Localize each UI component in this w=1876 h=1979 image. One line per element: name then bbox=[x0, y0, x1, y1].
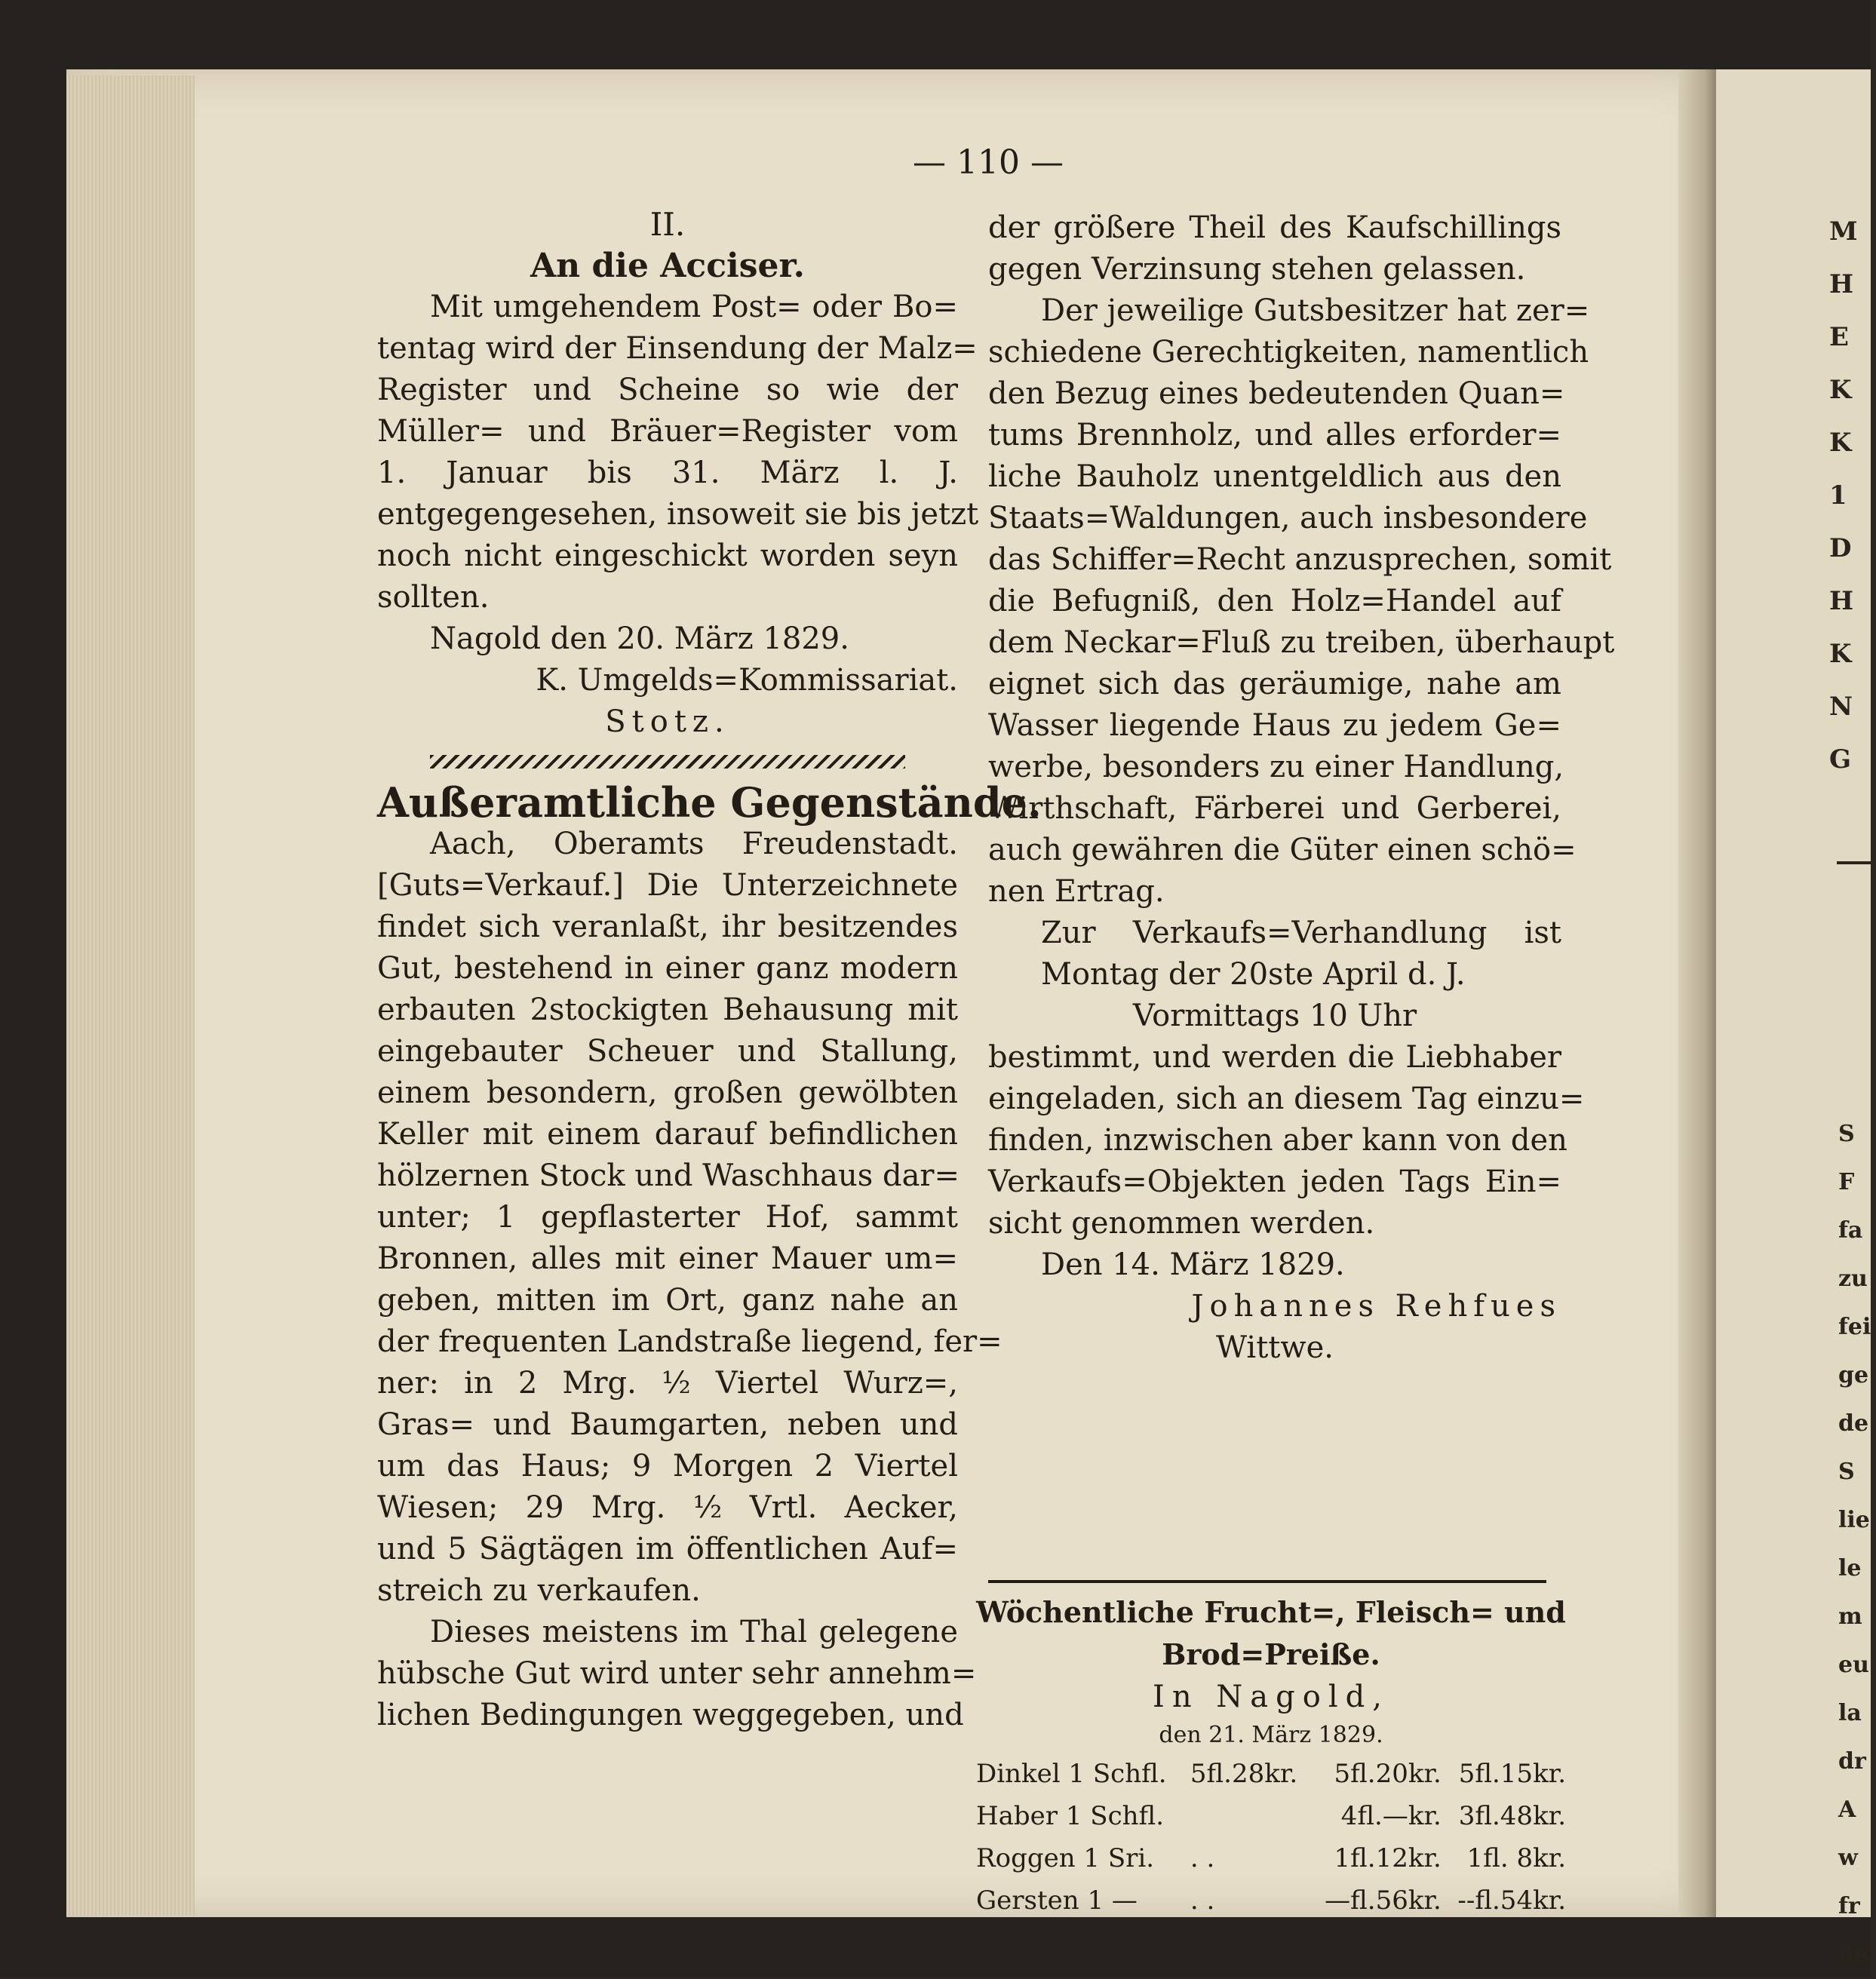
sale-time-line: Vormittags 10 Uhr bbox=[1132, 999, 1417, 1033]
book-gutter bbox=[1678, 69, 1716, 1917]
table-row bbox=[973, 1753, 1569, 1795]
table-cell: 5fl.28kr. bbox=[1190, 1759, 1298, 1789]
fragment-letter: eu bbox=[1838, 1652, 1869, 1678]
fragment-letter: fa bbox=[1838, 1217, 1863, 1244]
fragment-letter: S bbox=[1838, 1121, 1855, 1147]
text-line: das Schiffer=Recht anzusprechen, somit bbox=[988, 542, 1612, 577]
table-cell: 1fl.12kr. bbox=[1334, 1843, 1442, 1873]
page-number: — 110 — bbox=[913, 143, 1064, 182]
fragment-letter: de bbox=[1838, 1410, 1869, 1437]
text-line: Wasser liegende Haus zu jedem Ge= bbox=[988, 708, 1561, 743]
sale-date-line: Montag der 20ste April d. J. bbox=[1041, 957, 1466, 992]
signer-name: Stotz. bbox=[605, 704, 730, 739]
fragment-letter: H bbox=[1829, 586, 1854, 616]
table-cell: Haber 1 Schfl. bbox=[976, 1801, 1165, 1831]
fragment-letter: K bbox=[1829, 428, 1852, 458]
prices-date: den 21. März 1829. bbox=[1159, 1722, 1383, 1748]
ad-line: Keller mit einem darauf befindlichen bbox=[377, 1117, 958, 1152]
fragment-letter: G bbox=[1829, 744, 1852, 775]
ad-line: der frequenten Landstraße liegend, fer= bbox=[377, 1324, 1002, 1359]
text-line: bestimmt, und werden die Liebhaber bbox=[988, 1040, 1561, 1075]
notice-line: sollten. bbox=[377, 580, 490, 615]
ad-line: lichen Bedingungen weggegeben, und bbox=[377, 1698, 964, 1732]
text-line: Verkaufs=Objekten jeden Tags Ein= bbox=[988, 1164, 1561, 1199]
ad-line: Bronnen, alles mit einer Mauer um= bbox=[377, 1241, 958, 1276]
table-cell: 4fl.—kr. bbox=[1340, 1801, 1442, 1831]
ad-line: Wiesen; 29 Mrg. ½ Vrtl. Aecker, bbox=[377, 1490, 958, 1525]
left-column bbox=[377, 204, 1042, 1736]
table-cell: 5fl.20kr. bbox=[1334, 1759, 1442, 1789]
fragment-letter: fr bbox=[1838, 1893, 1860, 1919]
text-line: nen Ertrag. bbox=[988, 874, 1165, 909]
prices-section bbox=[973, 1591, 1569, 1922]
table-cell: Dinkel 1 Schfl. bbox=[976, 1759, 1167, 1789]
section-number: II. bbox=[649, 206, 686, 243]
ad-line: ner: in 2 Mrg. ½ Viertel Wurz=, bbox=[377, 1366, 958, 1401]
text-line: werbe, besonders zu einer Handlung, bbox=[988, 750, 1564, 784]
ad-line: und 5 Sägtägen im öffentlichen Auf= bbox=[377, 1532, 958, 1566]
ad-line: [Guts=Verkauf.] Die Unterzeichnete bbox=[377, 868, 958, 903]
text-line: der größere Theil des Kaufschillings bbox=[988, 210, 1561, 245]
text-line: eingeladen, sich an diesem Tag einzu= bbox=[988, 1082, 1585, 1116]
fragment-letter: fei bbox=[1838, 1314, 1871, 1340]
horizontal-rule bbox=[988, 1580, 1546, 1583]
table-cell: Gersten 1 — bbox=[976, 1885, 1138, 1916]
fragment-letter: K bbox=[1829, 375, 1852, 405]
prices-title-2: Brod=Preiße. bbox=[1162, 1637, 1380, 1671]
next-page-dash bbox=[1837, 861, 1871, 864]
ad-line: geben, mitten im Ort, ganz nahe an bbox=[377, 1283, 958, 1318]
prices-table bbox=[973, 1753, 1569, 1922]
prices-place: In Nagold, bbox=[1153, 1680, 1389, 1714]
ad-line: streich zu verkaufen. bbox=[377, 1573, 701, 1608]
fragment-letter: zu bbox=[1838, 1266, 1868, 1292]
fragment-letter: D bbox=[1829, 533, 1852, 563]
notice-line: Register und Scheine so wie der bbox=[377, 373, 958, 407]
text-line: Wirthschaft, Färberei und Gerberei, bbox=[988, 791, 1561, 826]
text-line: Der jeweilige Gutsbesitzer hat zer= bbox=[1041, 293, 1590, 328]
fragment-letter: A bbox=[1838, 1796, 1856, 1823]
notice-line: tentag wird der Einsendung der Malz= bbox=[377, 331, 978, 366]
table-cell: 5fl.15kr. bbox=[1458, 1759, 1566, 1789]
fragment-letter: H bbox=[1829, 269, 1854, 299]
text-line: eignet sich das geräumige, nahe am bbox=[988, 667, 1561, 701]
text-line: die Befugniß, den Holz=Handel auf bbox=[988, 584, 1561, 618]
wavy-divider bbox=[430, 755, 905, 769]
table-cell bbox=[1187, 1795, 1311, 1837]
ad-line: um das Haus; 9 Morgen 2 Viertel bbox=[377, 1449, 958, 1483]
section-title: An die Acciser. bbox=[530, 247, 805, 285]
table-cell: . . bbox=[1190, 1843, 1215, 1873]
notice-line: noch nicht eingeschickt worden seyn bbox=[377, 538, 958, 573]
ad-line: findet sich veranlaßt, ihr besitzendes bbox=[377, 910, 958, 944]
office-name: K. Umgelds=Kommissariat. bbox=[536, 663, 958, 698]
signer-title: Wittwe. bbox=[1216, 1330, 1334, 1365]
signer-name: Johannes Rehfues bbox=[1191, 1289, 1561, 1324]
table-row bbox=[973, 1795, 1569, 1837]
table-cell: 3fl.48kr. bbox=[1458, 1801, 1566, 1831]
fragment-letter: dr bbox=[1838, 1748, 1866, 1775]
table-cell: . . bbox=[1190, 1885, 1215, 1916]
fragment-letter: 1 bbox=[1829, 480, 1847, 511]
fragment-letter: de bbox=[1838, 1941, 1869, 1968]
fragment-letter: la bbox=[1838, 1700, 1862, 1726]
text-line: schiedene Gerechtigkeiten, namentlich bbox=[988, 335, 1589, 370]
text-line: Staats=Waldungen, auch insbesondere bbox=[988, 501, 1588, 535]
ad-line: Gut, bestehend in einer ganz modern bbox=[377, 951, 958, 986]
table-cell: —fl.56kr. bbox=[1325, 1885, 1442, 1916]
text-line: dem Neckar=Fluß zu treiben, überhaupt bbox=[988, 625, 1615, 660]
page-edges bbox=[66, 75, 195, 1916]
notice-line: Müller= und Bräuer=Register vom bbox=[377, 414, 958, 449]
ad-line: hübsche Gut wird unter sehr annehm= bbox=[377, 1656, 977, 1691]
ad-line: unter; 1 gepflasterter Hof, sammt bbox=[377, 1200, 958, 1235]
fragment-letter: N bbox=[1829, 692, 1853, 722]
text-line: tums Brennholz, und alles erforder= bbox=[988, 418, 1561, 453]
text-line: sicht genommen werden. bbox=[988, 1206, 1375, 1241]
table-row bbox=[973, 1879, 1569, 1922]
text-line: gegen Verzinsung stehen gelassen. bbox=[988, 252, 1526, 287]
ad-line: Aach, Oberamts Freudenstadt. bbox=[430, 827, 958, 861]
ad-line: Gras= und Baumgarten, neben und bbox=[377, 1407, 958, 1442]
fragment-letter: le bbox=[1838, 1555, 1862, 1582]
fragment-letter: F bbox=[1838, 1169, 1855, 1195]
sale-line: Zur Verkaufs=Verhandlung ist bbox=[1041, 916, 1561, 950]
section-heading: Außeramtliche Gegenstände. bbox=[377, 778, 1042, 827]
notice-line: entgegengesehen, insoweit sie bis jetzt bbox=[377, 497, 979, 532]
fragment-letter: M bbox=[1829, 216, 1858, 247]
ad-date: Den 14. März 1829. bbox=[1041, 1247, 1345, 1282]
table-cell: 1fl. 8kr. bbox=[1466, 1843, 1566, 1873]
next-page-fragment bbox=[1716, 69, 1871, 1968]
text-line: den Bezug eines bedeutenden Quan= bbox=[988, 376, 1565, 411]
fragment-letter: S bbox=[1838, 1459, 1855, 1485]
ad-line: eingebauter Scheuer und Stallung, bbox=[377, 1034, 958, 1069]
text-line: liche Bauholz unentgeldlich aus den bbox=[988, 459, 1561, 494]
text-line: finden, inzwischen aber kann von den bbox=[988, 1123, 1567, 1158]
ad-line: einem besondern, großen gewölbten bbox=[377, 1075, 958, 1110]
table-row bbox=[973, 1837, 1569, 1879]
right-column bbox=[988, 207, 1615, 1369]
notice-line: 1. Januar bis 31. März l. J. bbox=[377, 456, 958, 490]
notice-line: Mit umgehendem Post= oder Bo= bbox=[430, 290, 958, 324]
fragment-letter: K bbox=[1829, 639, 1852, 669]
fragment-letter: w bbox=[1838, 1845, 1858, 1871]
place-date: Nagold den 20. März 1829. bbox=[430, 621, 849, 656]
ad-line: Dieses meistens im Thal gelegene bbox=[430, 1615, 958, 1649]
fragment-letter: lie bbox=[1838, 1507, 1870, 1533]
fragment-letter: ge bbox=[1838, 1362, 1869, 1388]
ad-line: erbauten 2stockigten Behausung mit bbox=[377, 993, 958, 1027]
table-cell: Roggen 1 Sri. bbox=[976, 1843, 1155, 1873]
ad-line: hölzernen Stock und Waschhaus dar= bbox=[377, 1158, 960, 1193]
text-line: auch gewähren die Güter einen schö= bbox=[988, 833, 1577, 867]
fragment-letter: m bbox=[1838, 1603, 1862, 1630]
table-cell: --fl.54kr. bbox=[1457, 1885, 1566, 1916]
prices-title: Wöchentliche Frucht=, Fleisch= und bbox=[976, 1595, 1566, 1629]
next-page-bottom-letters bbox=[1838, 1110, 1876, 1979]
fragment-letter: E bbox=[1829, 322, 1849, 352]
next-page-top-letters bbox=[1829, 205, 1874, 786]
